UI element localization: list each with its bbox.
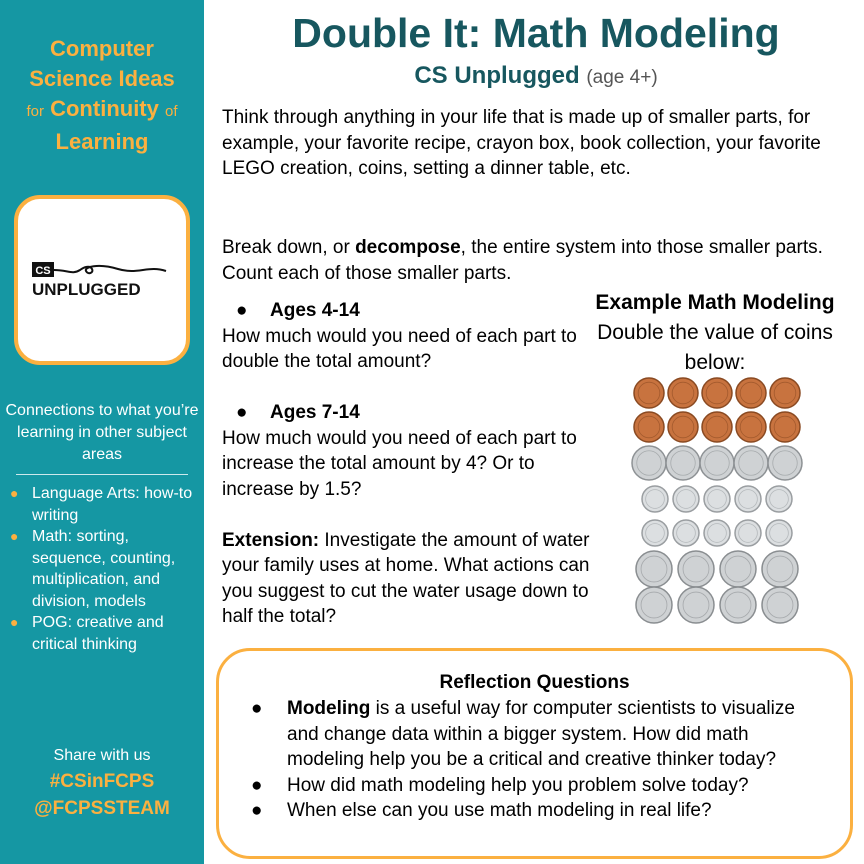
share-label: Share with us <box>53 747 151 764</box>
list-item-text: Language Arts: how-to writing <box>32 485 193 524</box>
page-title: Double It: Math Modeling <box>292 10 780 56</box>
list-item-text: Math: sorting, sequence, counting, multiplication, and division, models <box>32 528 176 610</box>
list-item-text: POG: creative and critical thinking <box>32 614 164 653</box>
reflection-box <box>216 648 853 859</box>
list-item <box>10 483 200 526</box>
bullet-icon: ● <box>10 614 19 630</box>
sidebar <box>0 0 204 864</box>
bullet-icon: ● <box>236 402 248 423</box>
extension-text: Investigate the amount of water your family uses at home. What actions can you suggest to cut the water usage down to half the total? <box>222 529 590 627</box>
list-item <box>249 773 829 799</box>
text-span: Break down, or <box>222 237 356 258</box>
brand-title <box>0 34 204 157</box>
list-item <box>249 798 829 824</box>
logo-cs-text: CS <box>35 265 51 277</box>
intro-paragraph: Think through anything in your life that is made up of smaller parts, for example, your favorite recipe, crayon box, book collection, your favorite LEGO creation, coins, setting a dinner table, etc. <box>222 107 821 179</box>
extension-paragraph <box>222 528 592 630</box>
brand-word: Ideas <box>118 66 175 91</box>
text-span: , the entire system into those smaller parts. Count each of those smaller parts. <box>222 237 823 284</box>
connections-heading: Connections to what you’re learning in other subject areas <box>5 402 199 463</box>
connections-list <box>10 483 200 655</box>
bullet-icon: ● <box>251 774 263 796</box>
logo-wire <box>54 266 166 273</box>
brand-word: for <box>26 103 44 120</box>
modeling-term: Modeling <box>287 698 371 719</box>
brand-word: Computer <box>50 36 154 61</box>
example-block <box>572 288 858 378</box>
coins-illustration <box>627 377 807 627</box>
brand-word: Learning <box>55 129 149 154</box>
ages-question: How much would you need of each part to double the total amount? <box>222 325 577 372</box>
page-subtitle <box>212 60 860 94</box>
decompose-paragraph <box>222 235 852 286</box>
bullet-icon: ● <box>10 528 19 544</box>
list-item-text: How did math modeling help you problem solve today? <box>287 774 749 796</box>
ages-heading <box>222 298 592 324</box>
handle-link[interactable]: @FCPSSTEAM <box>34 798 170 819</box>
divider <box>16 474 188 475</box>
brand-word: Science <box>29 66 113 91</box>
brand-word: Continuity <box>50 96 159 121</box>
list-item <box>10 612 200 655</box>
extension-label: Extension: <box>222 529 320 551</box>
brand-panel <box>0 0 204 186</box>
bullet-icon: ● <box>10 485 19 501</box>
age-label: (age 4+) <box>586 67 658 88</box>
reflection-list <box>249 696 829 824</box>
example-heading: Example Math Modeling <box>595 291 835 314</box>
bullet-icon: ● <box>251 800 263 821</box>
share-block <box>0 744 204 822</box>
logo-graphic <box>28 257 178 307</box>
ages-label: Ages 4-14 <box>270 300 360 321</box>
bullet-icon: ● <box>236 300 248 321</box>
list-item <box>249 696 829 773</box>
ages-heading <box>222 400 592 426</box>
age-questions <box>222 298 592 630</box>
list-item-text: is a useful way for computer scientists to visualize and change data within a bigger system. How did math modeling help you be a critical and creative thinker today? <box>287 698 795 770</box>
cs-unplugged-logo <box>14 195 190 365</box>
list-item-text: When else can you use math modeling in real life? <box>287 800 712 821</box>
decompose-term: decompose <box>355 237 461 258</box>
hashtag-link[interactable]: #CSinFCPS <box>49 771 155 792</box>
ages-label: Ages 7-14 <box>270 402 360 423</box>
subtitle-text: CS Unplugged <box>414 62 580 89</box>
reflection-heading: Reflection Questions <box>439 672 630 693</box>
logo-unplugged-text: UNPLUGGED <box>32 280 141 299</box>
list-item <box>10 526 200 612</box>
brand-word: of <box>165 103 178 120</box>
bullet-icon: ● <box>251 698 263 719</box>
ages-question: How much would you need of each part to increase the total amount by 4? Or to increase by 1.5? <box>222 427 577 500</box>
example-text: Double the value of coins below: <box>597 321 833 374</box>
